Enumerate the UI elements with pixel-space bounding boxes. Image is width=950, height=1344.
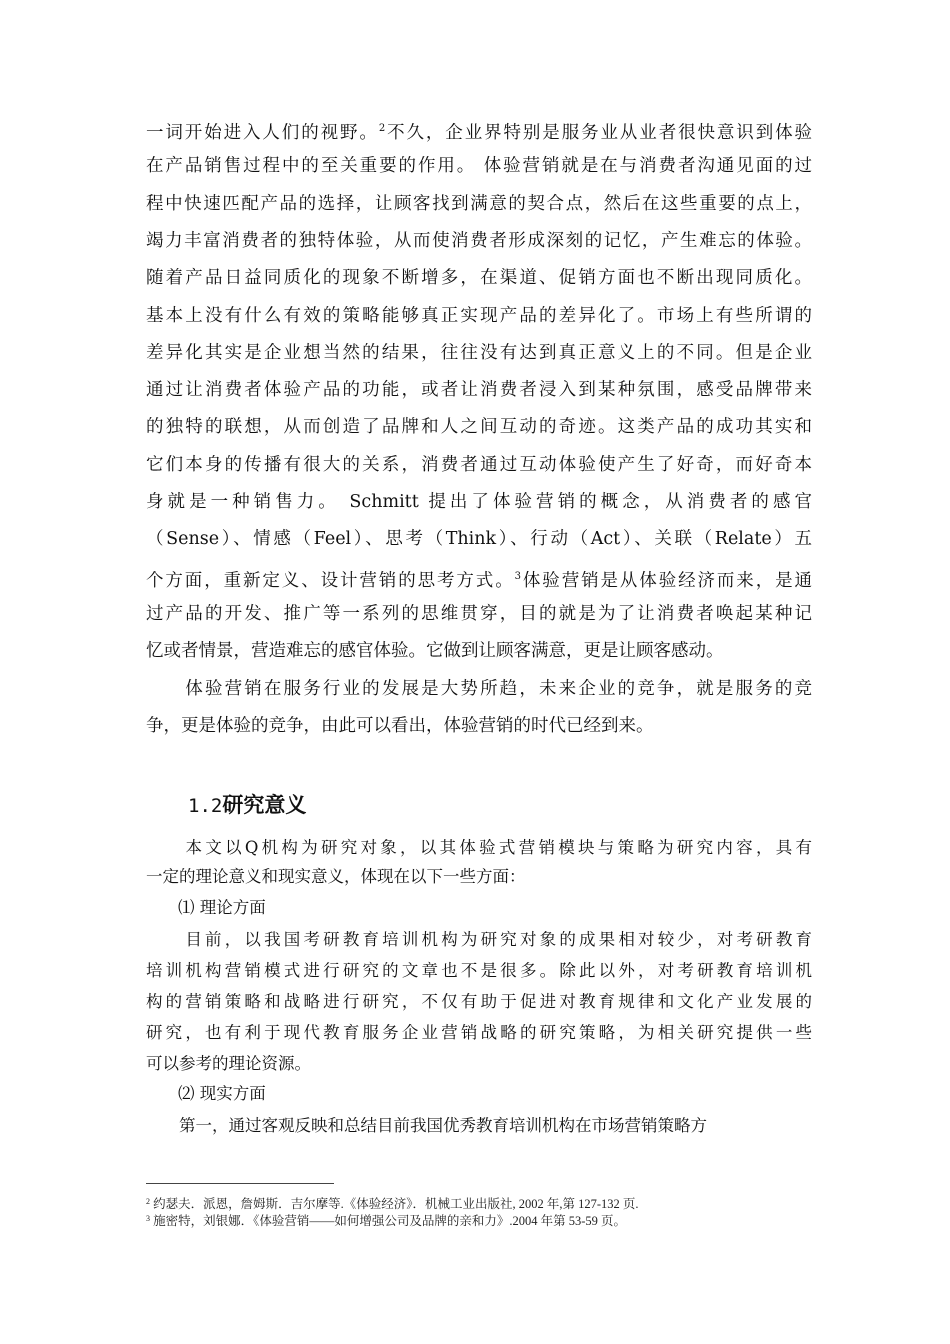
text-line: 个方面，重新定义、设计营销的思考方式。$^3$体验营销是从体验经济而来，是通 [146,570,813,591]
footnote-2: $^2$ 约瑟夫．派恩，詹姆斯．吉尔摩等.《体验经济》．机械工业出版社, 2002 年,第 127-132 页. [146,1197,639,1211]
section-heading [188,792,306,819]
list-item-practice: ⑵ 现实方面 [178,1084,266,1103]
text-line: 构的营销策略和战略进行研究，不仅有助于促进对教育规律和文化产业发展的 [146,992,812,1011]
text-line: 目前，以我国考研教育培训机构为研究对象的成果相对较少，对考研教育 [146,930,812,949]
text-line: 一词开始进入人们的视野。$^2$不久，企业界特别是服务业从业者很快意识到体验 [146,123,813,143]
text-line: 竭力丰富消费者的独特体验，从而使消费者形成深刻的记忆，产生难忘的体验。 [146,230,812,251]
text-line: 基本上没有什么有效的策略能够真正实现产品的差异化了。市场上有些所谓的 [146,305,812,326]
text-line: 本文以Q机构为研究对象，以其体验式营销模块与策略为研究内容，具有 [146,838,812,857]
text-line: 第一，通过客观反映和总结目前我国优秀教育培训机构在市场营销策略方 [146,1116,707,1135]
footnote-mark: 3 [514,570,521,582]
text-line: 一定的理论意义和现实意义，体现在以下一些方面： [146,866,526,886]
text-line: 它们本身的传播有很大的关系，消费者通过互动体验使产生了好奇，而好奇本 [146,454,812,475]
text-line: 通过让消费者体验产品的功能，或者让消费者浸入到某种氛围，感受品牌带来 [146,380,812,401]
text-line: 差异化其实是企业想当然的结果，往往没有达到真正意义上的不同。但是企业 [146,342,812,363]
section-title: 研究意义 [222,792,307,817]
footnote-separator [146,1183,334,1184]
section-number: 1.2 [188,795,223,817]
text-line: 身就是一种销售力。 Schmitt 提出了体验营销的概念，从消费者的感官 [146,492,812,512]
text-line: 可以参考的理论资源。 [146,1054,311,1073]
text-line: 争，更是体验的竞争，由此可以看出，体验营销的时代已经到来。 [146,716,654,737]
text-line: 随着产品日益同质化的现象不断增多，在渠道、促销方面也不断出现同质化。 [146,268,812,289]
list-item-theory: ⑴ 理论方面 [178,898,266,917]
footnote-3: $^3$ 施密特，刘银娜．《体验营销——如何增强公司及品牌的亲和力》.2004 年第 53-59 页。 [146,1214,627,1228]
text-line: 程中快速匹配产品的选择，让顾客找到满意的契合点，然后在这些重要的点上， [146,193,812,214]
footnote-mark: 2 [378,123,386,134]
text-line: 忆或者情景，营造难忘的感官体验。它做到让顾客满意，更是让顾客感动。 [146,641,724,662]
text-line: 培训机构营销模式进行研究的文章也不是很多。除此以外，对考研教育培训机 [146,961,812,980]
text-line: 的独特的联想，从而创造了品牌和人之间互动的奇迹。这类产品的成功其实和 [146,417,812,438]
text-line: 在产品销售过程中的至关重要的作用。 体验营销就是在与消费者沟通见面的过 [146,156,812,177]
text-line: （Sense）、情感（Feel）、思考（Think）、行动（Act）、关联（Relate）五 [146,529,812,550]
text-line: 体验营销在服务行业的发展是大势所趋，未来企业的竞争，就是服务的竞 [146,679,812,699]
text-line: 研究，也有利于现代教育服务企业营销战略的研究策略，为相关研究提供一些 [146,1023,812,1042]
text-line: 过产品的开发、推广等一系列的思维贯穿，目的就是为了让消费者唤起某种记 [146,603,812,624]
